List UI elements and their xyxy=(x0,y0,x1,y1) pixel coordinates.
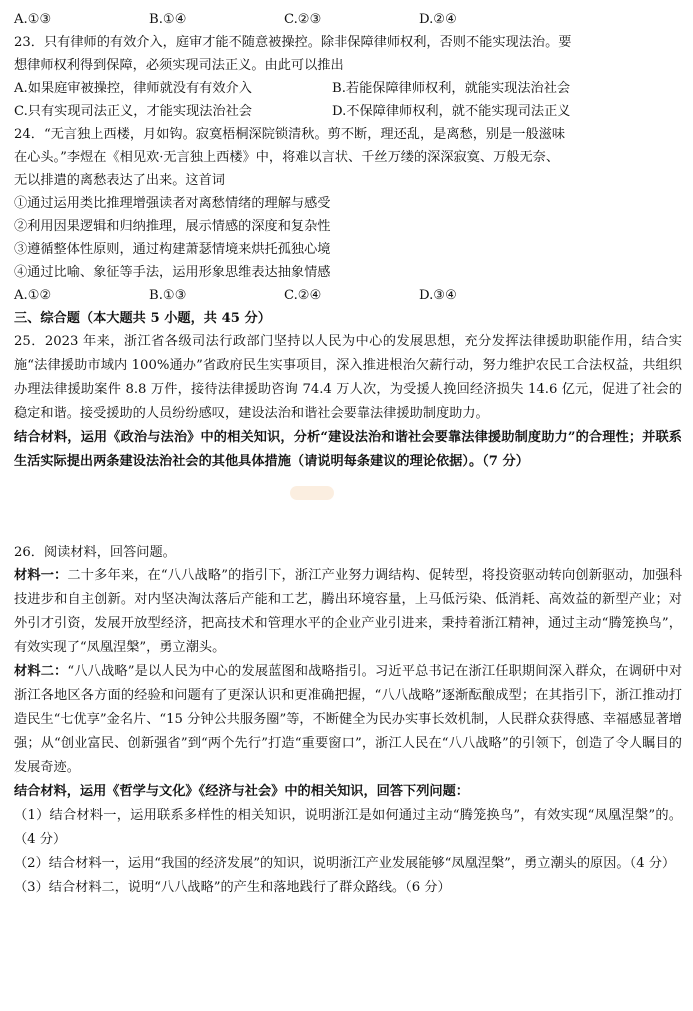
q24-stem-line-3: 无以排遣的离愁表达了出来。这首词 xyxy=(14,173,225,188)
q22-option-b: B.①④ xyxy=(149,12,187,27)
q24-stem-line-1: 24．“无言独上西楼，月如钩。寂寞梧桐深院锁清秋。剪不断，理还乱，是离愁，别是一般滋味 xyxy=(14,127,566,142)
q24-option-b: B.①③ xyxy=(149,288,187,303)
q23-options-row-2 xyxy=(14,100,682,123)
q24-statement-4: ④通过比喻、象征等手法，运用形象思维表达抽象情感 xyxy=(14,265,331,280)
q23-options-row-1 xyxy=(14,77,682,100)
material-2-text: “八八战略”是以人民为中心的发展蓝图和战略指引。习近平总书记在浙江任职期间深入群众，在调研中对浙江各地区各方面的经验和问题有了更深认识和更准确把握，“八八战略”逐渐酝酿成型；在其指引下，浙江推动打造民生“七优享”金名片、“15 分钟公共服务圈”等，不断健全为民办实事长效机制，人民群众获得感、幸福感显著增强；从“创业富民、创新强省”到“两个先行”打造“重要窗口”，浙江人民在“八八战略”的引领下，创造了令人瞩目的发展奇迹。 xyxy=(14,664,683,775)
q25-task: 结合材料，运用《政治与法治》中的相关知识，分析“建设法治和谐社会要靠法律援助制度助力”的合理性；并联系生活实际提出两条建设法治社会的其他具体措施（请说明每条建议的理论依据）。（7 分） xyxy=(14,430,682,469)
q26-title: 26．阅读材料，回答问题。 xyxy=(14,545,176,560)
q26-material-2 xyxy=(14,660,682,780)
q26-sub-question-3: （3）结合材料二，说明“八八战略”的产生和落地践行了群众路线。（6 分） xyxy=(14,880,451,895)
q24-option-a: A.①② xyxy=(14,288,52,303)
q26-sub-question-2: （2）结合材料一，运用“我国的经济发展”的知识，说明浙江产业发展能够“凤凰涅槃”，勇立潮头的原因。（4 分） xyxy=(14,856,676,871)
material-1-text: 二十多年来，在“八八战略”的指引下，浙江产业努力调结构、促转型，将投资驱动转向创新驱动，加强科技进步和自主创新。对内坚决淘汰落后产能和工艺，腾出环境容量，上马低污染、低消耗、高效益的新型产业；对外引才引资，发展开放型经济，把高技术和管理水平的企业产业引进来，秉持着浙江精神，通过主动“腾笼换鸟”，有效实现了“凤凰涅槃”，勇立潮头。 xyxy=(14,568,683,655)
material-2-label: 材料二： xyxy=(14,664,68,679)
material-1-label: 材料一： xyxy=(14,568,68,583)
q26-sub-question-1: （1）结合材料一，运用联系多样性的相关知识，说明浙江是如何通过主动“腾笼换鸟”，有效实现“凤凰涅槃”的。（4 分） xyxy=(14,808,682,847)
q23-option-a: A.如果庭审被操控，律师就没有有效介入 xyxy=(14,81,252,96)
q24-option-c: C.②④ xyxy=(284,288,322,303)
q23-option-b: B.若能保障律师权利，就能实现法治社会 xyxy=(332,81,571,96)
q23-stem-line-1: 23．只有律师的有效介入，庭审才能不随意被操控。除非保障律师权利，否则不能实现法治。要 xyxy=(14,35,572,50)
q23-stem-line-2: 想律师权利得到保障，必须实现司法正义。由此可以推出 xyxy=(14,58,344,73)
q22-options xyxy=(14,8,682,31)
q24-stem-line-2: 在心头。”李煜在《相见欢·无言独上西楼》中，将难以言状、千丝万缕的深深寂寞、万般无奈、 xyxy=(14,150,560,165)
exam-page xyxy=(14,8,682,900)
q24-statement-1: ①通过运用类比推理增强读者对离愁情绪的理解与感受 xyxy=(14,196,331,211)
section-heading: 三、综合题（本大题共 5 小题，共 45 分） xyxy=(14,311,271,326)
q26-task: 结合材料，运用《哲学与文化》《经济与社会》中的相关知识，回答下列问题： xyxy=(14,784,469,799)
q24-statement-2: ②利用因果逻辑和归纳推理，展示情感的深度和复杂性 xyxy=(14,219,331,234)
q22-option-a: A.①③ xyxy=(14,12,52,27)
q22-option-c: C.②③ xyxy=(284,12,322,27)
q26-material-1 xyxy=(14,564,682,660)
q24-options xyxy=(14,284,682,307)
q23-option-d: D.不保障律师权利，就不能实现司法正义 xyxy=(332,104,571,119)
q23-option-c: C.只有实现司法正义，才能实现法治社会 xyxy=(14,104,252,119)
q25-material: 25．2023 年来，浙江省各级司法行政部门坚持以人民为中心的发展思想，充分发挥法律援助职能作用，结合实施“法律援助市域内 100%通办”省政府民生实事项目，深入推进根治欠薪行动，努力维护农民工合法权益，共组织办理法律援助案件 8.8 万件，接待法律援助咨询 74.4 万人次，为受援人挽回经济损失 14.6 亿元，促进了社会的稳定和谐。接受援助的人员纷纷感叹，建设法治和谐社会要靠法律援助制度助力。 xyxy=(14,334,682,421)
q22-option-d: D.②④ xyxy=(419,12,457,27)
answer-space xyxy=(14,474,682,541)
q24-option-d: D.③④ xyxy=(419,288,457,303)
q24-statement-3: ③遵循整体性原则，通过构建萧瑟情境来烘托孤独心境 xyxy=(14,242,331,257)
